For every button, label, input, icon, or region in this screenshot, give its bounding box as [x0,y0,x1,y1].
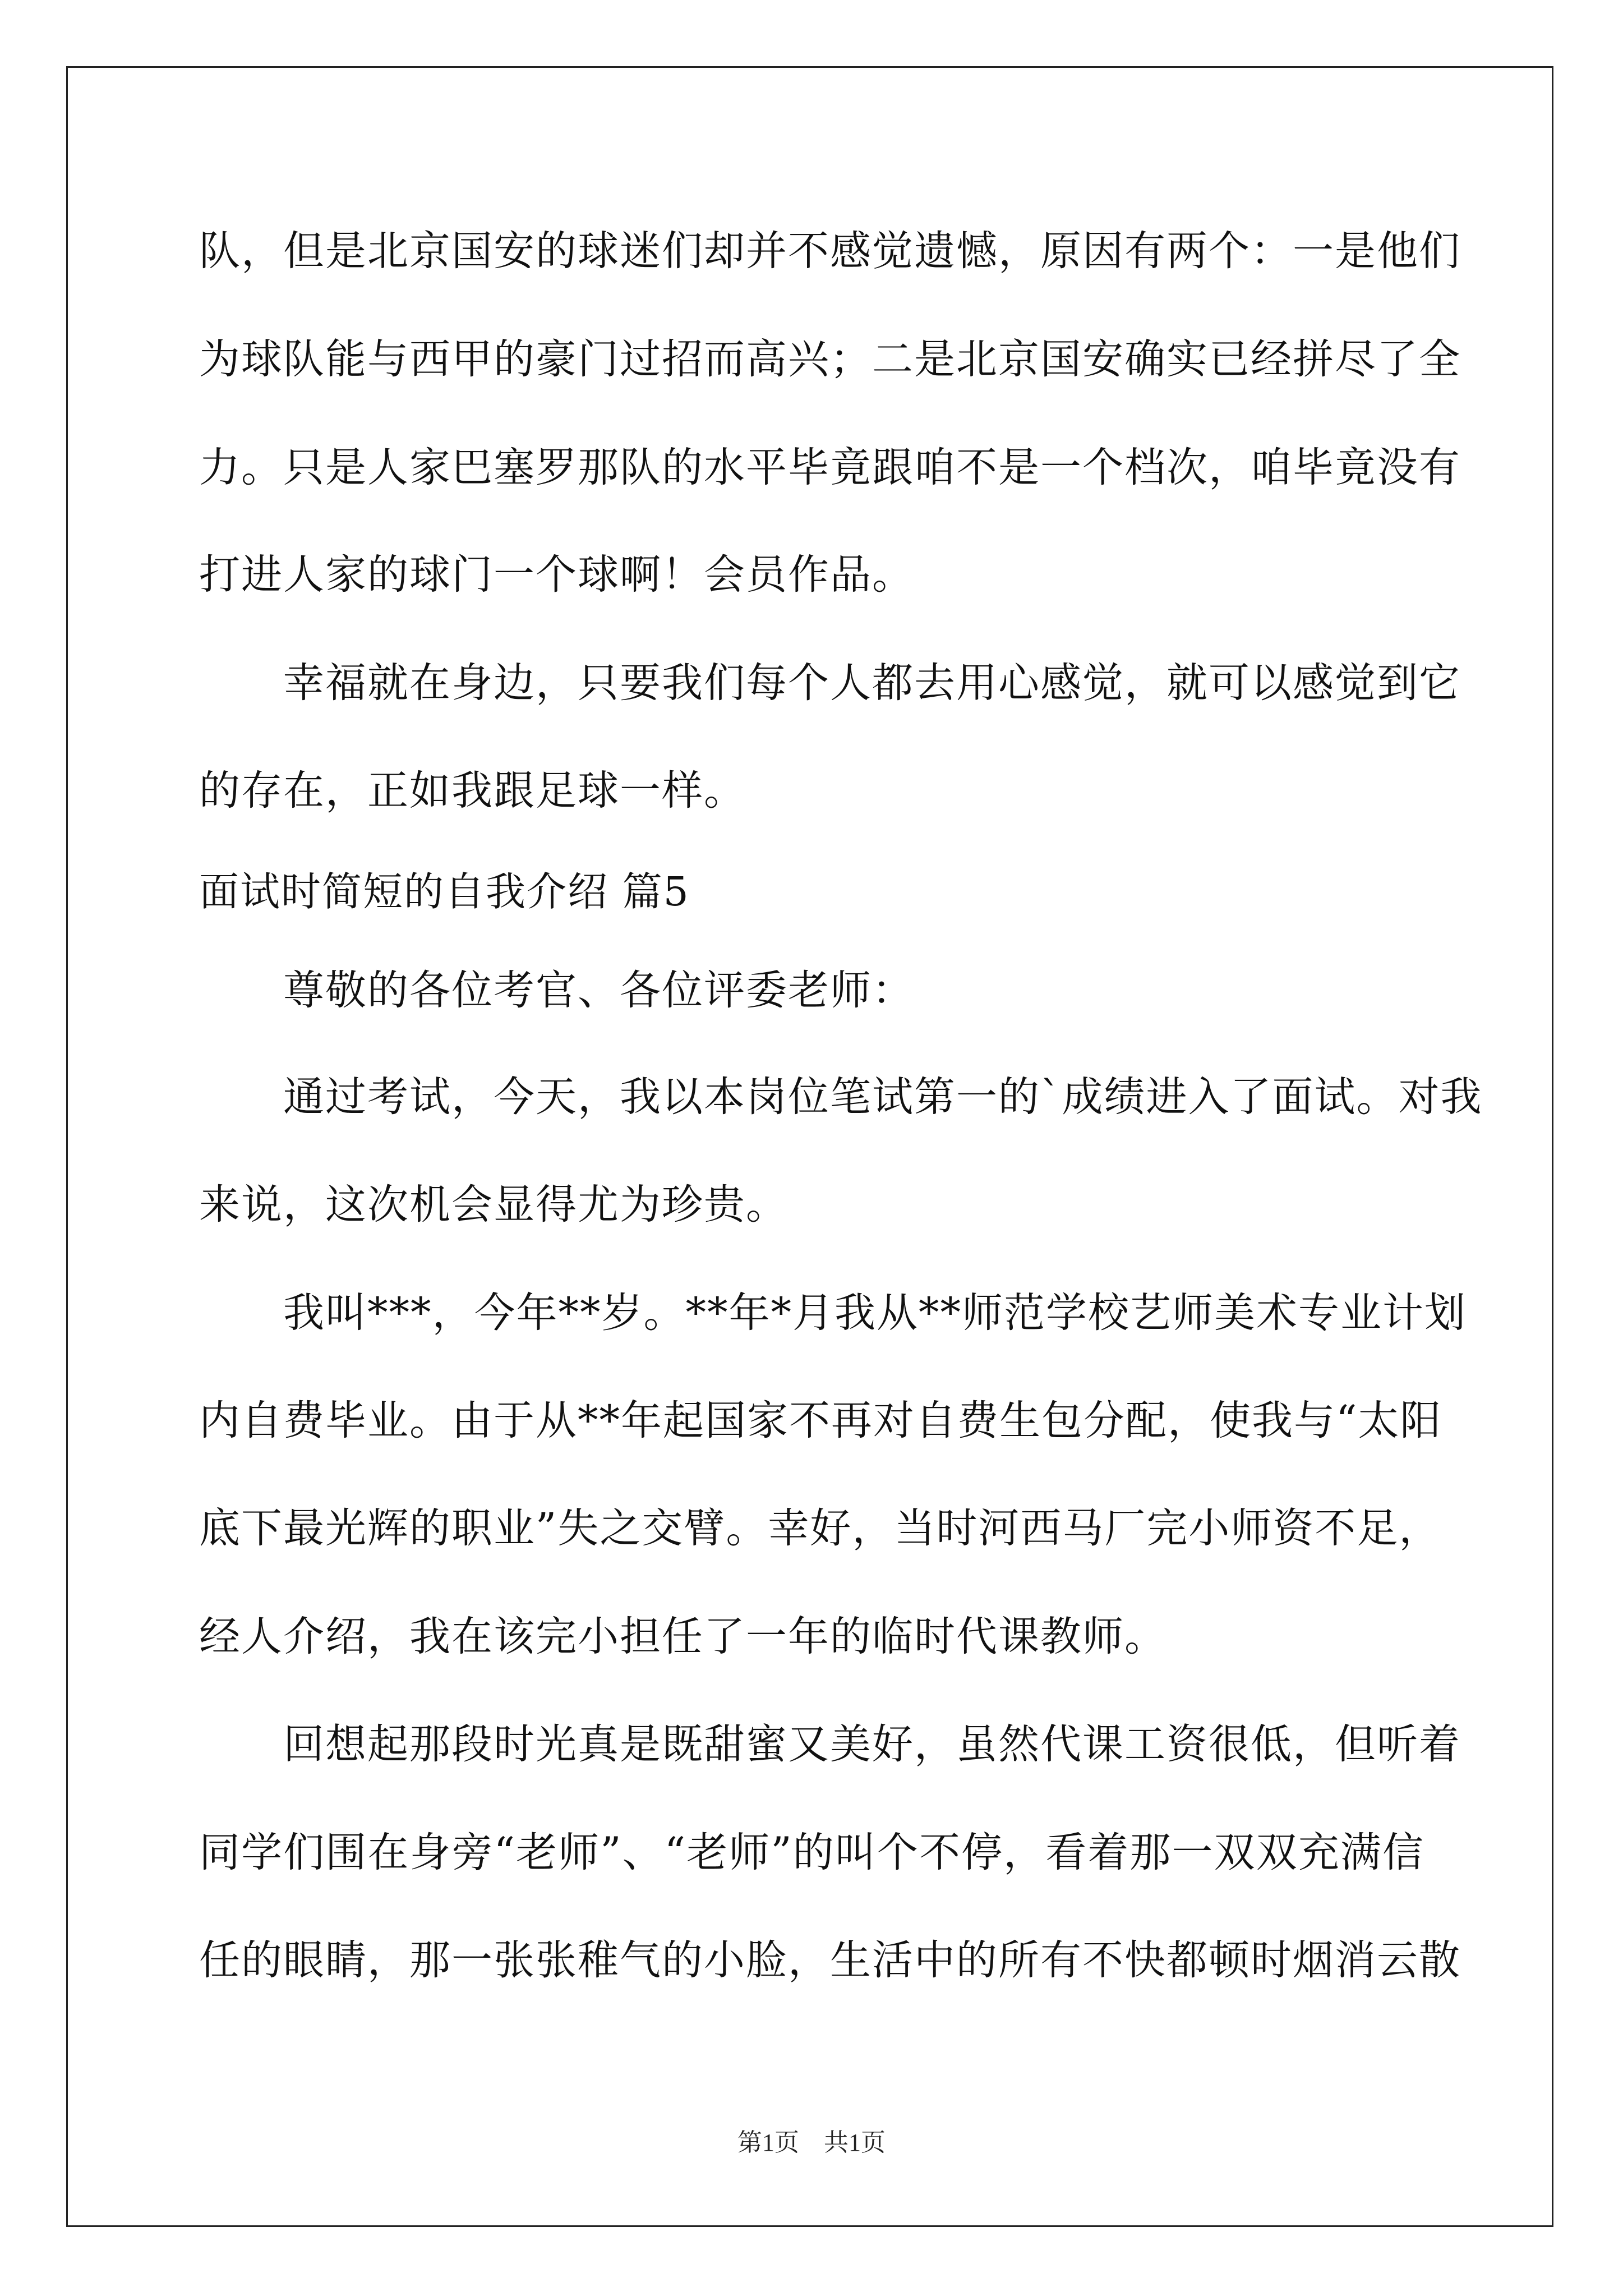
paragraph-line: 的存在，正如我跟足球一样。 [199,767,746,815]
paragraph-line: 为球队能与西甲的豪门过招而高兴；二是北京国安确实已经拼尽了全 [199,335,1461,383]
section-heading: 面试时简短的自我介绍 篇5 [199,868,690,915]
salutation: 尊敬的各位考官、各位评委老师： [283,967,914,1014]
paragraph-line: 任的眼睛，那一张张稚气的小脸，生活中的所有不快都顿时烟消云散 [199,1936,1461,1984]
paragraph-line: 经人介绍，我在该完小担任了一年的临时代课教师。 [199,1613,1166,1660]
paragraph-line: 力。只是人家巴塞罗那队的水平毕竟跟咱不是一个档次，咱毕竟没有 [199,444,1461,491]
paragraph-line: 来说，这次机会显得尤为珍贵。 [199,1181,788,1228]
paragraph-line: 队，但是北京国安的球迷们却并不感觉遗憾，原因有两个：一是他们 [199,227,1461,275]
paragraph-line: 内自费毕业。由于从**年起国家不再对自费生包分配，使我与“太阳 [199,1397,1442,1444]
paragraph-line: 底下最光辉的职业”失之交臂。幸好，当时河西马厂完小师资不足， [199,1504,1441,1552]
paragraph-line: 通过考试，今天，我以本岗位笔试第一的`成绩进入了面试。对我 [283,1073,1483,1121]
page-border [66,66,1553,2227]
paragraph-line: 打进人家的球门一个球啊！会员作品。 [199,551,914,599]
paragraph-line: 同学们围在身旁“老师”、“老师”的叫个不停，看着那一双双充满信 [199,1829,1424,1876]
page-number-footer: 第1页 共1页 [737,2129,886,2156]
paragraph-line: 我叫***，今年**岁。**年*月我从**师范学校艺师美术专业计划 [283,1289,1467,1337]
paragraph-line: 幸福就在身边，只要我们每个人都去用心感觉，就可以感觉到它 [283,659,1461,707]
paragraph-line: 回想起那段时光真是既甜蜜又美好，虽然代课工资很低，但听着 [283,1720,1461,1768]
